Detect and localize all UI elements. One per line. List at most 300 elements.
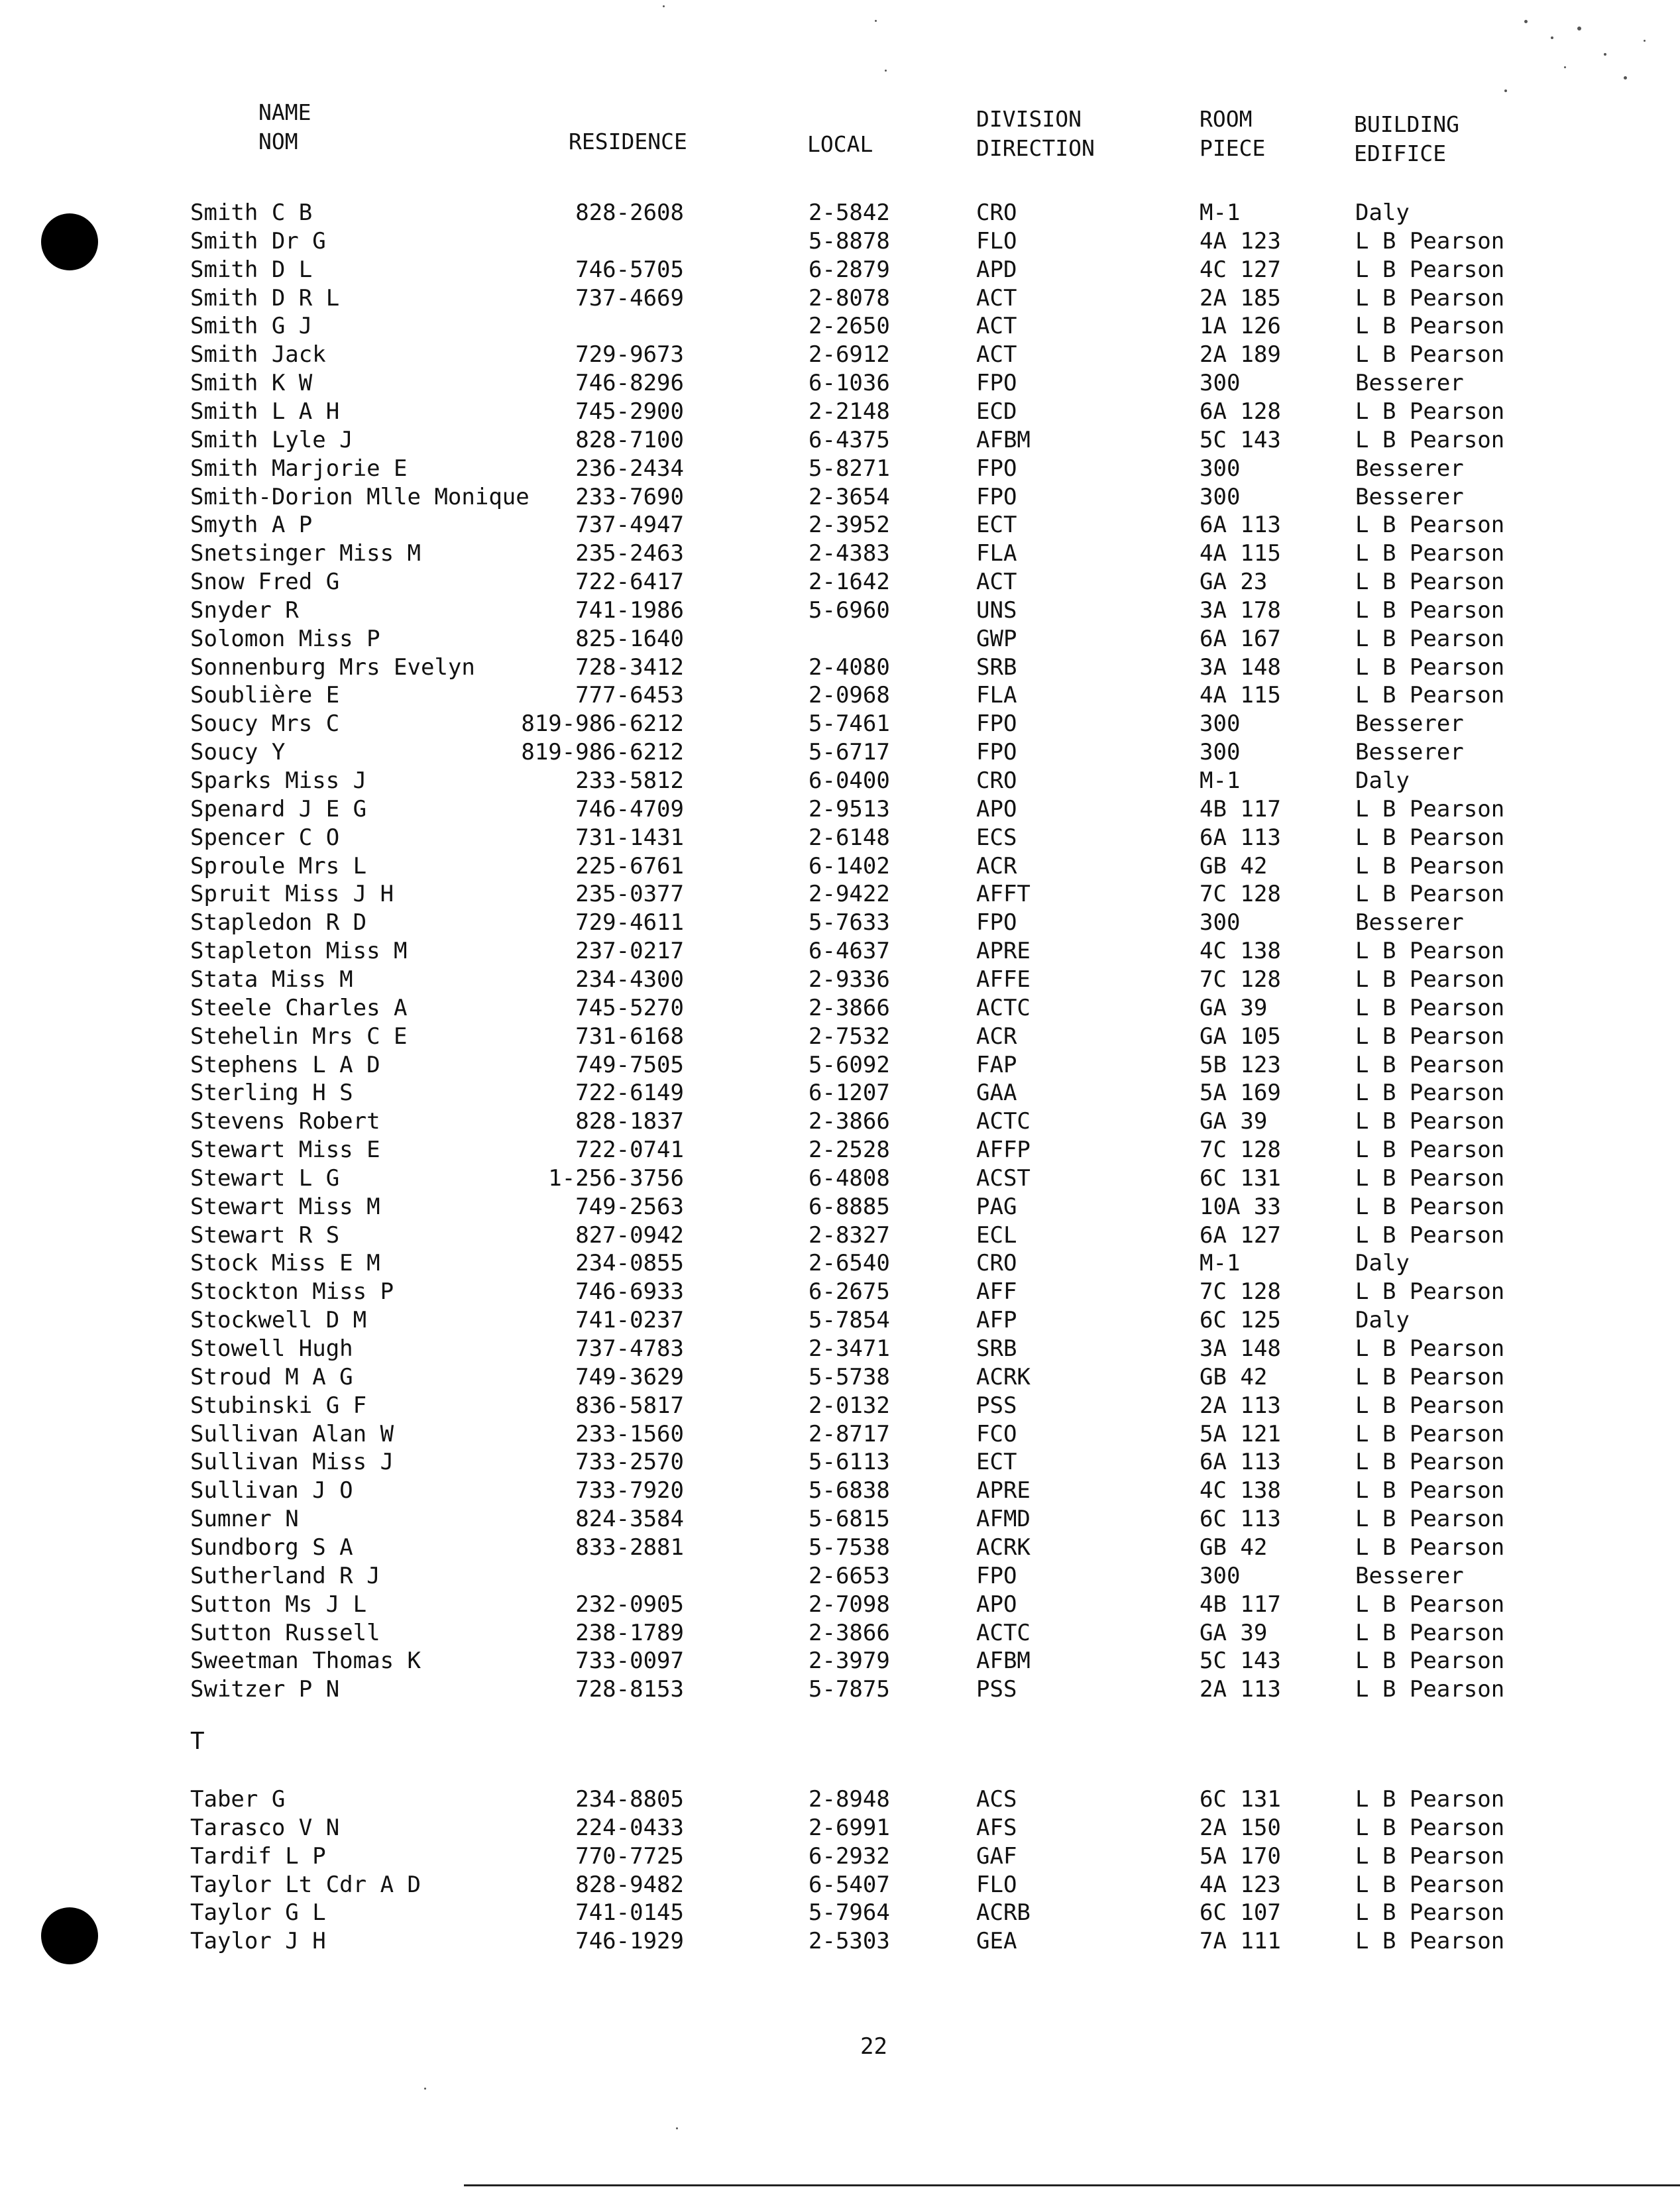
cell-name: Smith Jack bbox=[190, 341, 326, 368]
cell-name: Smith Lyle J bbox=[190, 426, 353, 453]
cell-building: L B Pearson bbox=[1355, 227, 1505, 254]
cell-residence: 824-3584 bbox=[575, 1506, 684, 1533]
table-row bbox=[0, 880, 1680, 908]
cell-division: ACT bbox=[976, 313, 1017, 340]
cell-division: AFBM bbox=[976, 1648, 1031, 1675]
cell-division: ACT bbox=[976, 569, 1017, 596]
cell-room: 2A 185 bbox=[1200, 284, 1281, 311]
cell-residence: 234-8805 bbox=[575, 1786, 684, 1813]
table-row bbox=[0, 625, 1680, 653]
cell-name: Stevens Robert bbox=[190, 1108, 380, 1135]
cell-building: L B Pearson bbox=[1355, 1193, 1505, 1220]
cell-residence: 233-7690 bbox=[575, 483, 684, 510]
cell-name: Smith D R L bbox=[190, 284, 340, 311]
table-row bbox=[0, 398, 1680, 425]
cell-residence: 741-1986 bbox=[575, 596, 684, 624]
cell-local: 5-6960 bbox=[809, 596, 890, 624]
cell-residence: 777-6453 bbox=[575, 682, 684, 709]
table-row bbox=[0, 1591, 1680, 1618]
cell-local: 2-5303 bbox=[809, 1928, 890, 1955]
cell-room: 300 bbox=[1200, 1562, 1241, 1589]
cell-residence: 836-5817 bbox=[575, 1392, 684, 1419]
cell-division: GAA bbox=[976, 1080, 1017, 1107]
cell-building: L B Pearson bbox=[1355, 1814, 1505, 1841]
cell-room: 4A 115 bbox=[1200, 540, 1281, 567]
cell-name: Tarasco V N bbox=[190, 1814, 340, 1841]
cell-building: Besserer bbox=[1355, 710, 1464, 738]
cell-building: L B Pearson bbox=[1355, 1023, 1505, 1050]
cell-room: 2A 113 bbox=[1200, 1676, 1281, 1703]
cell-name: Stapleton Miss M bbox=[190, 938, 408, 965]
cell-division: ACR bbox=[976, 1023, 1017, 1050]
cell-building: L B Pearson bbox=[1355, 1871, 1505, 1898]
cell-name: Tardif L P bbox=[190, 1842, 326, 1870]
cell-residence: 234-4300 bbox=[575, 966, 684, 993]
cell-residence: 733-0097 bbox=[575, 1648, 684, 1675]
cell-name: Stroud M A G bbox=[190, 1363, 353, 1390]
table-row bbox=[0, 909, 1680, 936]
cell-residence: 741-0237 bbox=[575, 1307, 684, 1334]
table-row bbox=[0, 795, 1680, 823]
cell-local: 5-6815 bbox=[809, 1506, 890, 1533]
cell-local: 2-0132 bbox=[809, 1392, 890, 1419]
cell-local: 2-3866 bbox=[809, 994, 890, 1021]
cell-building: L B Pearson bbox=[1355, 653, 1505, 681]
cell-building: L B Pearson bbox=[1355, 284, 1505, 311]
cell-residence: 819-986-6212 bbox=[521, 739, 684, 766]
table-row bbox=[0, 341, 1680, 368]
cell-local: 2-6991 bbox=[809, 1814, 890, 1841]
cell-room: 5C 143 bbox=[1200, 1648, 1281, 1675]
cell-residence: 224-0433 bbox=[575, 1814, 684, 1841]
cell-local: 6-0400 bbox=[809, 767, 890, 794]
cell-room: 4C 138 bbox=[1200, 938, 1281, 965]
cell-name: Stapledon R D bbox=[190, 909, 367, 936]
header-local: LOCAL bbox=[807, 131, 873, 157]
cell-room: 3A 178 bbox=[1200, 596, 1281, 624]
table-row bbox=[0, 1221, 1680, 1249]
cell-division: FPO bbox=[976, 483, 1017, 510]
cell-local: 2-3952 bbox=[809, 512, 890, 539]
cell-division: FLA bbox=[976, 682, 1017, 709]
cell-residence: 770-7725 bbox=[575, 1842, 684, 1870]
cell-name: Stewart Miss E bbox=[190, 1137, 380, 1164]
cell-division: PSS bbox=[976, 1676, 1017, 1703]
cell-residence: 733-2570 bbox=[575, 1449, 684, 1476]
cell-room: 6A 113 bbox=[1200, 512, 1281, 539]
cell-division: AFBM bbox=[976, 426, 1031, 453]
cell-local: 6-1402 bbox=[809, 852, 890, 879]
cell-name: Smith Marjorie E bbox=[190, 455, 408, 482]
cell-division: ECT bbox=[976, 512, 1017, 539]
cell-name: Sproule Mrs L bbox=[190, 852, 367, 879]
cell-division: APO bbox=[976, 795, 1017, 822]
cell-building: Besserer bbox=[1355, 909, 1464, 936]
cell-name: Smith Dr G bbox=[190, 227, 326, 254]
cell-room: 2A 189 bbox=[1200, 341, 1281, 368]
cell-local: 2-2148 bbox=[809, 398, 890, 425]
cell-division: ACTC bbox=[976, 1108, 1031, 1135]
cell-room: 7A 111 bbox=[1200, 1928, 1281, 1955]
cell-local: 6-4808 bbox=[809, 1164, 890, 1192]
cell-room: 300 bbox=[1200, 710, 1241, 738]
cell-name: Taylor J H bbox=[190, 1928, 326, 1955]
cell-room: 4A 115 bbox=[1200, 682, 1281, 709]
cell-room: 300 bbox=[1200, 370, 1241, 397]
table-row bbox=[0, 1392, 1680, 1420]
cell-division: FPO bbox=[976, 739, 1017, 766]
cell-building: L B Pearson bbox=[1355, 1108, 1505, 1135]
cell-room: 6C 125 bbox=[1200, 1307, 1281, 1334]
cell-name: Sutton Ms J L bbox=[190, 1591, 367, 1618]
cell-building: L B Pearson bbox=[1355, 1506, 1505, 1533]
page-number: 22 bbox=[860, 2033, 887, 2060]
cell-building: L B Pearson bbox=[1355, 1648, 1505, 1675]
cell-residence: 235-0377 bbox=[575, 881, 684, 908]
section-letter-t: T bbox=[190, 1728, 205, 1755]
cell-residence: 234-0855 bbox=[575, 1250, 684, 1277]
cell-name: Sonnenburg Mrs Evelyn bbox=[190, 653, 475, 681]
cell-local: 2-6148 bbox=[809, 824, 890, 851]
cell-residence: 749-7505 bbox=[575, 1051, 684, 1078]
cell-room: 3A 148 bbox=[1200, 653, 1281, 681]
cell-building: Besserer bbox=[1355, 483, 1464, 510]
cell-room: GB 42 bbox=[1200, 1363, 1268, 1390]
cell-building: L B Pearson bbox=[1355, 1928, 1505, 1955]
table-row bbox=[0, 1477, 1680, 1504]
cell-room: GB 42 bbox=[1200, 1534, 1268, 1561]
table-row bbox=[0, 1647, 1680, 1675]
cell-division: FPO bbox=[976, 455, 1017, 482]
cell-building: L B Pearson bbox=[1355, 569, 1505, 596]
header-division: DIVISION DIRECTION bbox=[976, 106, 1095, 161]
table-row bbox=[0, 710, 1680, 738]
cell-local: 2-0968 bbox=[809, 682, 890, 709]
cell-division: AFS bbox=[976, 1814, 1017, 1841]
cell-division: GEA bbox=[976, 1928, 1017, 1955]
table-row bbox=[0, 937, 1680, 965]
table-row bbox=[0, 312, 1680, 340]
table-row bbox=[0, 1164, 1680, 1192]
cell-division: CRO bbox=[976, 767, 1017, 794]
cell-division: ACS bbox=[976, 1786, 1017, 1813]
cell-building: L B Pearson bbox=[1355, 398, 1505, 425]
cell-room: 6A 128 bbox=[1200, 398, 1281, 425]
cell-room: 6A 127 bbox=[1200, 1221, 1281, 1249]
table-row bbox=[0, 1051, 1680, 1079]
table-row bbox=[0, 653, 1680, 681]
cell-room: 5A 170 bbox=[1200, 1842, 1281, 1870]
cell-residence: 741-0145 bbox=[575, 1899, 684, 1927]
table-row bbox=[0, 1899, 1680, 1927]
cell-local: 5-6717 bbox=[809, 739, 890, 766]
cell-division: UNS bbox=[976, 596, 1017, 624]
cell-room: 6C 131 bbox=[1200, 1164, 1281, 1192]
cell-building: L B Pearson bbox=[1355, 1420, 1505, 1447]
table-row bbox=[0, 852, 1680, 880]
table-row bbox=[0, 1675, 1680, 1703]
cell-name: Snyder R bbox=[190, 596, 299, 624]
cell-local: 5-6838 bbox=[809, 1477, 890, 1504]
table-row bbox=[0, 1927, 1680, 1955]
cell-residence: 722-0741 bbox=[575, 1137, 684, 1164]
cell-local: 6-8885 bbox=[809, 1193, 890, 1220]
cell-building: L B Pearson bbox=[1355, 1591, 1505, 1618]
cell-room: 6C 131 bbox=[1200, 1786, 1281, 1813]
cell-building: L B Pearson bbox=[1355, 540, 1505, 567]
cell-division: ECS bbox=[976, 824, 1017, 851]
cell-room: M-1 bbox=[1200, 767, 1241, 794]
cell-local: 5-8271 bbox=[809, 455, 890, 482]
cell-name: Stockton Miss P bbox=[190, 1278, 394, 1306]
table-row bbox=[0, 1335, 1680, 1363]
cell-residence: 746-1929 bbox=[575, 1928, 684, 1955]
cell-local: 2-6912 bbox=[809, 341, 890, 368]
cell-name: Smith K W bbox=[190, 370, 313, 397]
cell-residence: 225-6761 bbox=[575, 852, 684, 879]
cell-residence: 728-3412 bbox=[575, 653, 684, 681]
cell-building: Besserer bbox=[1355, 1562, 1464, 1589]
cell-residence: 745-2900 bbox=[575, 398, 684, 425]
cell-name: Stephens L A D bbox=[190, 1051, 380, 1078]
cell-division: AFFT bbox=[976, 881, 1031, 908]
cell-room: 6A 113 bbox=[1200, 1449, 1281, 1476]
cell-residence: 235-2463 bbox=[575, 540, 684, 567]
cell-residence: 232-0905 bbox=[575, 1591, 684, 1618]
cell-room: 10A 33 bbox=[1200, 1193, 1281, 1220]
cell-residence: 236-2434 bbox=[575, 455, 684, 482]
cell-local: 5-7461 bbox=[809, 710, 890, 738]
cell-name: Solomon Miss P bbox=[190, 625, 380, 652]
cell-division: ACT bbox=[976, 284, 1017, 311]
cell-building: L B Pearson bbox=[1355, 1842, 1505, 1870]
cell-building: Daly bbox=[1355, 1307, 1410, 1334]
cell-local: 2-9422 bbox=[809, 881, 890, 908]
cell-name: Soucy Mrs C bbox=[190, 710, 340, 738]
cell-name: Sterling H S bbox=[190, 1080, 353, 1107]
cell-residence: 731-1431 bbox=[575, 824, 684, 851]
table-row bbox=[0, 256, 1680, 284]
table-row bbox=[0, 1136, 1680, 1164]
cell-local: 2-2650 bbox=[809, 313, 890, 340]
cell-division: SRB bbox=[976, 653, 1017, 681]
cell-building: L B Pearson bbox=[1355, 426, 1505, 453]
cell-building: L B Pearson bbox=[1355, 1786, 1505, 1813]
cell-division: FPO bbox=[976, 370, 1017, 397]
cell-division: GAF bbox=[976, 1842, 1017, 1870]
table-row bbox=[0, 1619, 1680, 1647]
cell-room: 4A 123 bbox=[1200, 227, 1281, 254]
cell-building: Besserer bbox=[1355, 739, 1464, 766]
table-row bbox=[0, 284, 1680, 312]
cell-division: AFF bbox=[976, 1278, 1017, 1306]
cell-division: ACT bbox=[976, 341, 1017, 368]
cell-room: 300 bbox=[1200, 909, 1241, 936]
cell-residence: 745-5270 bbox=[575, 994, 684, 1021]
cell-room: 4B 117 bbox=[1200, 1591, 1281, 1618]
table-row bbox=[0, 1023, 1680, 1050]
cell-division: SRB bbox=[976, 1335, 1017, 1362]
cell-residence: 828-2608 bbox=[575, 199, 684, 226]
cell-building: L B Pearson bbox=[1355, 625, 1505, 652]
cell-division: ECT bbox=[976, 1449, 1017, 1476]
table-row bbox=[0, 738, 1680, 766]
cell-room: GA 39 bbox=[1200, 1619, 1268, 1646]
cell-residence: 731-6168 bbox=[575, 1023, 684, 1050]
table-row bbox=[0, 966, 1680, 993]
cell-name: Sundborg S A bbox=[190, 1534, 353, 1561]
cell-division: FLO bbox=[976, 227, 1017, 254]
header-name: NAME NOM bbox=[258, 99, 311, 154]
table-row bbox=[0, 426, 1680, 454]
cell-division: PAG bbox=[976, 1193, 1017, 1220]
cell-division: ECL bbox=[976, 1221, 1017, 1249]
cell-residence: 833-2881 bbox=[575, 1534, 684, 1561]
cell-name: Sparks Miss J bbox=[190, 767, 367, 794]
table-row bbox=[0, 596, 1680, 624]
cell-local: 5-7964 bbox=[809, 1899, 890, 1927]
table-row bbox=[0, 1363, 1680, 1391]
cell-name: Stewart R S bbox=[190, 1221, 340, 1249]
cell-division: FAP bbox=[976, 1051, 1017, 1078]
table-row bbox=[0, 511, 1680, 539]
cell-building: Daly bbox=[1355, 1250, 1410, 1277]
cell-name: Stock Miss E M bbox=[190, 1250, 380, 1277]
cell-name: Spruit Miss J H bbox=[190, 881, 394, 908]
cell-room: 2A 150 bbox=[1200, 1814, 1281, 1841]
cell-room: 6C 113 bbox=[1200, 1506, 1281, 1533]
cell-residence: 737-4669 bbox=[575, 284, 684, 311]
cell-building: L B Pearson bbox=[1355, 1392, 1505, 1419]
cell-local: 6-5407 bbox=[809, 1871, 890, 1898]
cell-local: 2-8327 bbox=[809, 1221, 890, 1249]
table-row bbox=[0, 1448, 1680, 1476]
cell-local: 6-4637 bbox=[809, 938, 890, 965]
cell-room: GB 42 bbox=[1200, 852, 1268, 879]
table-row bbox=[0, 1193, 1680, 1221]
cell-residence: 749-2563 bbox=[575, 1193, 684, 1220]
cell-building: L B Pearson bbox=[1355, 1676, 1505, 1703]
cell-name: Stowell Hugh bbox=[190, 1335, 353, 1362]
cell-room: 5A 121 bbox=[1200, 1420, 1281, 1447]
cell-building: L B Pearson bbox=[1355, 1477, 1505, 1504]
cell-residence: 1-256-3756 bbox=[548, 1164, 684, 1192]
cell-name: Smith C B bbox=[190, 199, 313, 226]
cell-residence: 827-0942 bbox=[575, 1221, 684, 1249]
cell-residence: 825-1640 bbox=[575, 625, 684, 652]
cell-local: 2-9336 bbox=[809, 966, 890, 993]
cell-room: 5A 169 bbox=[1200, 1080, 1281, 1107]
cell-local: 2-3866 bbox=[809, 1108, 890, 1135]
cell-local: 2-6540 bbox=[809, 1250, 890, 1277]
table-row bbox=[0, 1814, 1680, 1842]
cell-name: Snetsinger Miss M bbox=[190, 540, 421, 567]
cell-name: Switzer P N bbox=[190, 1676, 340, 1703]
cell-building: L B Pearson bbox=[1355, 1449, 1505, 1476]
cell-building: L B Pearson bbox=[1355, 994, 1505, 1021]
cell-residence: 733-7920 bbox=[575, 1477, 684, 1504]
cell-residence: 819-986-6212 bbox=[521, 710, 684, 738]
table-row bbox=[0, 1842, 1680, 1870]
cell-residence: 828-9482 bbox=[575, 1871, 684, 1898]
cell-residence: 237-0217 bbox=[575, 938, 684, 965]
table-row bbox=[0, 1420, 1680, 1448]
cell-building: L B Pearson bbox=[1355, 1899, 1505, 1927]
cell-local: 2-9513 bbox=[809, 795, 890, 822]
bottom-edge-rule bbox=[464, 2184, 1680, 2186]
cell-division: ACTC bbox=[976, 994, 1031, 1021]
cell-division: AFP bbox=[976, 1307, 1017, 1334]
cell-local: 5-7875 bbox=[809, 1676, 890, 1703]
cell-room: 7C 128 bbox=[1200, 966, 1281, 993]
table-row bbox=[0, 1249, 1680, 1277]
cell-division: FPO bbox=[976, 909, 1017, 936]
cell-building: L B Pearson bbox=[1355, 1080, 1505, 1107]
cell-room: 4C 138 bbox=[1200, 1477, 1281, 1504]
cell-local: 2-7098 bbox=[809, 1591, 890, 1618]
cell-room: 4A 123 bbox=[1200, 1871, 1281, 1898]
cell-residence: 233-5812 bbox=[575, 767, 684, 794]
cell-room: M-1 bbox=[1200, 1250, 1241, 1277]
cell-local: 5-7538 bbox=[809, 1534, 890, 1561]
table-row bbox=[0, 1505, 1680, 1533]
cell-room: 4C 127 bbox=[1200, 256, 1281, 283]
cell-division: FLA bbox=[976, 540, 1017, 567]
cell-name: Spencer C O bbox=[190, 824, 340, 851]
table-row bbox=[0, 681, 1680, 709]
cell-building: Daly bbox=[1355, 767, 1410, 794]
cell-room: 1A 126 bbox=[1200, 313, 1281, 340]
cell-division: ECD bbox=[976, 398, 1017, 425]
cell-building: L B Pearson bbox=[1355, 795, 1505, 822]
cell-name: Stewart Miss M bbox=[190, 1193, 380, 1220]
cell-local: 5-7633 bbox=[809, 909, 890, 936]
cell-building: L B Pearson bbox=[1355, 1363, 1505, 1390]
cell-building: Daly bbox=[1355, 199, 1410, 226]
cell-division: AFMD bbox=[976, 1506, 1031, 1533]
cell-room: 6A 167 bbox=[1200, 625, 1281, 652]
cell-local: 2-7532 bbox=[809, 1023, 890, 1050]
cell-room: 5B 123 bbox=[1200, 1051, 1281, 1078]
cell-residence: 746-4709 bbox=[575, 795, 684, 822]
cell-local: 2-3979 bbox=[809, 1648, 890, 1675]
cell-name: Taylor Lt Cdr A D bbox=[190, 1871, 421, 1898]
cell-residence: 828-1837 bbox=[575, 1108, 684, 1135]
cell-room: 300 bbox=[1200, 455, 1241, 482]
cell-building: L B Pearson bbox=[1355, 824, 1505, 851]
table-row bbox=[0, 767, 1680, 795]
cell-building: L B Pearson bbox=[1355, 682, 1505, 709]
cell-local: 6-4375 bbox=[809, 426, 890, 453]
cell-building: L B Pearson bbox=[1355, 1335, 1505, 1362]
table-row bbox=[0, 1871, 1680, 1899]
header-residence: RESIDENCE bbox=[569, 129, 687, 154]
cell-building: L B Pearson bbox=[1355, 852, 1505, 879]
cell-division: FPO bbox=[976, 710, 1017, 738]
cell-division: ACR bbox=[976, 852, 1017, 879]
cell-room: 7C 128 bbox=[1200, 881, 1281, 908]
cell-room: GA 23 bbox=[1200, 569, 1268, 596]
cell-local: 5-7854 bbox=[809, 1307, 890, 1334]
cell-name: Soucy Y bbox=[190, 739, 286, 766]
cell-local: 2-2528 bbox=[809, 1137, 890, 1164]
cell-room: M-1 bbox=[1200, 199, 1241, 226]
cell-local: 2-3471 bbox=[809, 1335, 890, 1362]
table-row bbox=[0, 1107, 1680, 1135]
cell-local: 6-2675 bbox=[809, 1278, 890, 1306]
cell-local: 2-5842 bbox=[809, 199, 890, 226]
cell-room: 6C 107 bbox=[1200, 1899, 1281, 1927]
